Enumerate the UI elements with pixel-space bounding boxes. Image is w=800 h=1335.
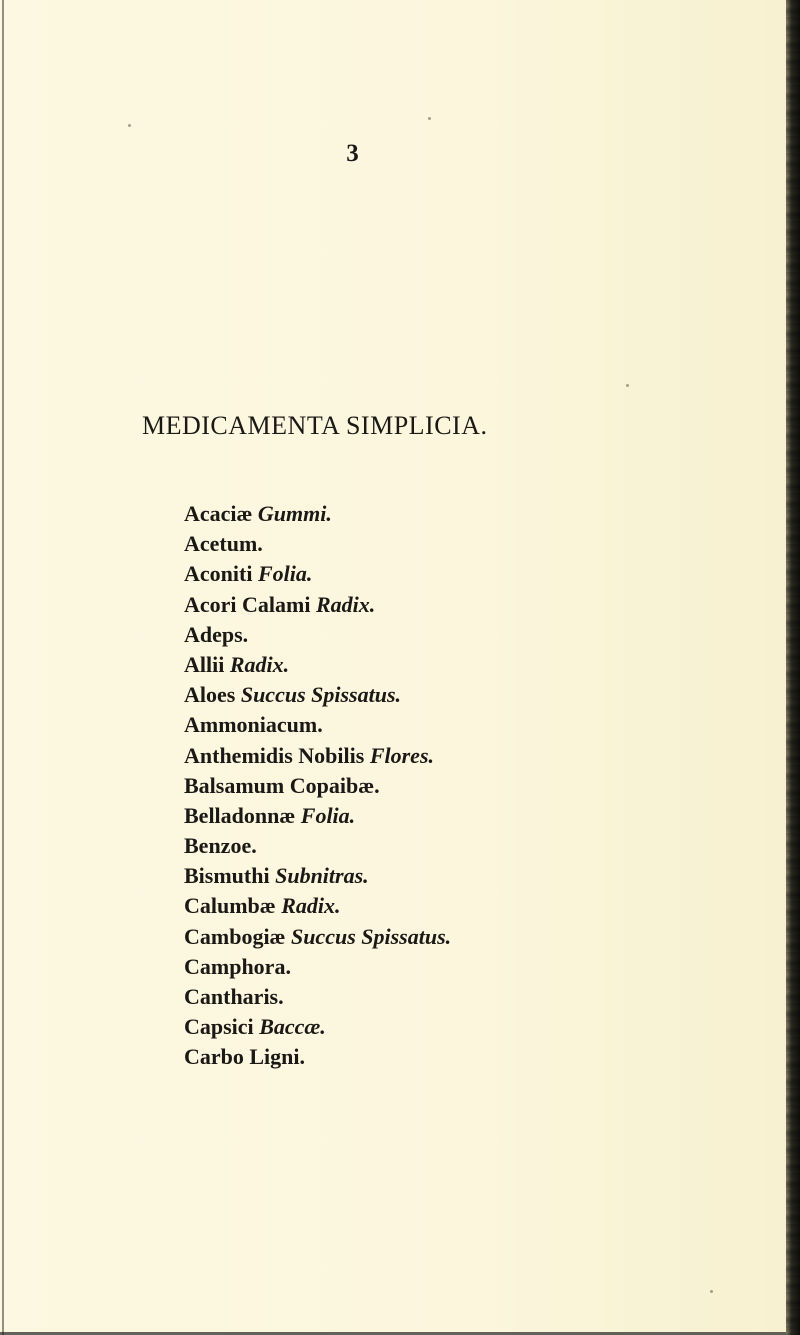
paper-speck	[626, 384, 629, 387]
list-item	[184, 831, 451, 861]
medicament-name: Cambogiæ	[184, 923, 286, 949]
medicament-part: Folia.	[257, 561, 313, 587]
medicament-name: Allii	[184, 651, 225, 677]
medicament-part: Subnitras.	[275, 863, 369, 889]
medicament-name: Anthemidis Nobilis	[184, 742, 365, 768]
page-number: 3	[346, 140, 360, 167]
list-item	[184, 590, 451, 620]
medicament-part: Folia.	[300, 802, 356, 828]
list-item	[184, 771, 451, 801]
medicament-name: Camphora.	[184, 953, 291, 979]
medicament-part: Gummi.	[257, 501, 332, 526]
medicament-name: Acaciæ	[184, 501, 253, 526]
list-item	[184, 499, 451, 529]
medicament-name: Acetum.	[184, 531, 263, 557]
medicament-part: Succus Spissatus.	[240, 682, 402, 708]
list-item	[184, 620, 451, 650]
paper-speck	[710, 1290, 713, 1293]
list-item	[184, 741, 451, 771]
list-item	[184, 952, 451, 982]
medicament-name: Calumbæ	[184, 893, 276, 919]
page-title: MEDICAMENTA SIMPLICIA.	[142, 411, 488, 440]
medicament-name: Cantharis.	[184, 984, 284, 1009]
medicament-name: Acori Calami	[184, 591, 311, 617]
list-item	[184, 680, 451, 710]
medicament-name: Carbo Ligni.	[184, 1044, 306, 1070]
list-item	[184, 891, 451, 921]
list-item	[184, 1012, 451, 1042]
list-item	[184, 922, 451, 952]
list-item	[184, 1042, 451, 1072]
medicament-name: Balsamum Copaibæ.	[184, 772, 380, 798]
medicament-part: Succus Spissatus.	[290, 923, 452, 949]
list-item	[184, 861, 451, 891]
list-item	[184, 529, 451, 559]
list-item	[184, 982, 451, 1012]
list-item	[184, 650, 451, 680]
medicament-name: Ammoniacum.	[184, 712, 323, 738]
paper-speck	[428, 117, 431, 120]
medicament-name: Belladonnæ	[184, 802, 296, 828]
medicament-part: Radix.	[281, 893, 341, 919]
medicament-list	[184, 499, 451, 1073]
medicament-part: Baccæ.	[259, 1014, 326, 1040]
medicament-name: Capsici	[184, 1014, 254, 1040]
medicament-part: Radix.	[229, 651, 290, 677]
medicament-name: Bismuthi	[184, 863, 270, 889]
medicament-name: Aconiti	[184, 561, 253, 587]
list-item	[184, 710, 451, 740]
list-item	[184, 559, 451, 589]
medicament-name: Adeps.	[184, 621, 249, 647]
medicament-name: Aloes	[184, 682, 236, 708]
medicament-part: Flores.	[369, 742, 435, 768]
list-item	[184, 801, 451, 831]
page-left-edge	[2, 0, 4, 1335]
book-binding-edge	[786, 0, 800, 1335]
medicament-name: Benzoe.	[184, 833, 257, 859]
medicament-part: Radix.	[315, 591, 376, 617]
paper-speck	[128, 124, 131, 127]
